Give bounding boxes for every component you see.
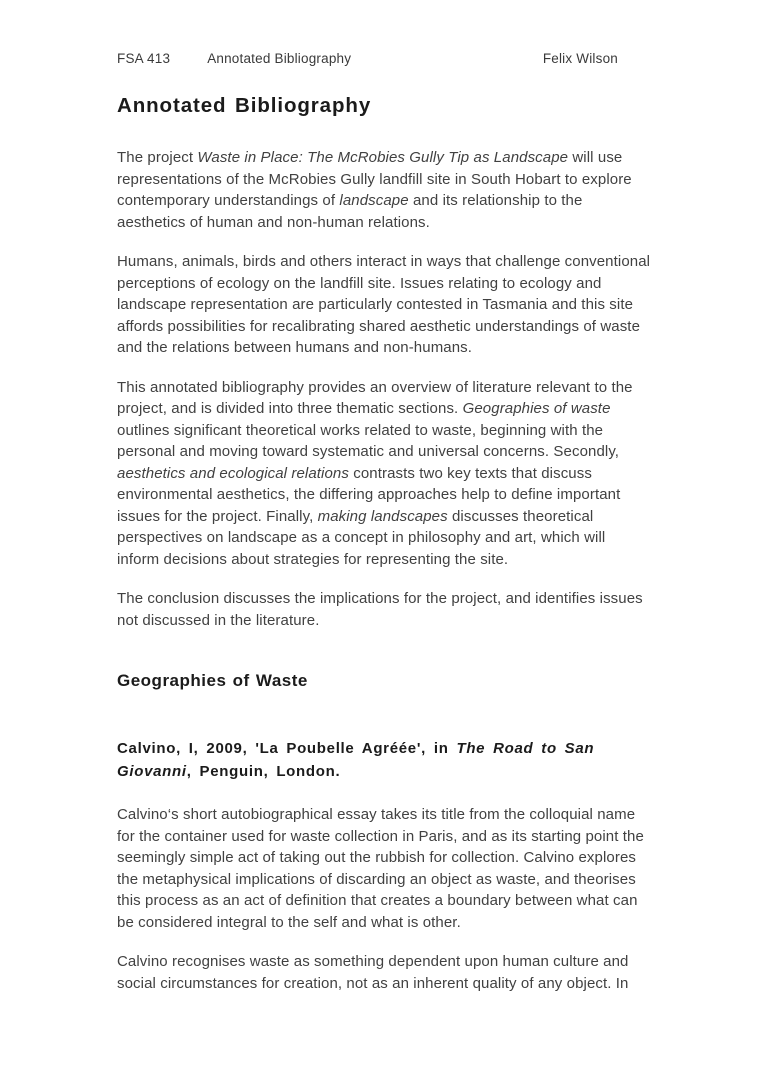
page-header (117, 50, 651, 67)
annotation-paragraph-1: Calvino‘s short autobiographical essay takes its title from the colloquial name for the container used for waste collection in Paris, and as its starting point the seemingly simple act of taking out the rubbish for collection. Calvino explores the metaphysical implications of discarding an object as waste, and theorises this process as an act of definition that creates a boundary between what can be considered integral to the self and what is other. (117, 806, 644, 931)
section-heading: Geographies of Waste (117, 671, 308, 690)
intro-paragraph-3: This annotated bibliography provides an overview of literature relevant to the project, and is divided into three thematic sections. Geographies of waste outlines significant theoretical works related to waste, beginning with the personal and moving toward systematic and universal concerns. Secondly, aesthetics and ecological relations contrasts two key texts that discuss environmental aesthetics, the differing approaches help to define important issues for the project. Finally, making landscapes discusses theoretical perspectives on landscape as a concept in philosophy and art, which will inform decisions about strategies for representing the site. (117, 378, 633, 568)
intro-paragraph-4: The conclusion discusses the implications for the project, and identifies issues not discussed in the literature. (117, 590, 643, 629)
header-author: Felix Wilson (542, 51, 618, 66)
intro-paragraph-2: Humans, animals, birds and others interact in ways that challenge conventional perceptions of ecology on the landfill site. Issues relating to ecology and landscape representation are particularly contested in Tasmania and this site affords possibilities for recalibrating shared aesthetic understandings of waste and the relations between humans and non-humans. (117, 253, 651, 356)
header-doc-type: Annotated Bibliography (207, 51, 352, 66)
citation: Calvino, I, 2009, 'La Poubelle Agréée', in The Road to San Giovanni, Penguin, London. (117, 740, 595, 780)
intro-paragraph-1: The project Waste in Place: The McRobies Gully Tip as Landscape will use representations of the McRobies Gully landfill site in South Hobart to explore contemporary understandings of landscape and its relationship to the aesthetics of human and non-human relations. (117, 149, 632, 231)
annotation-paragraph-2: Calvino recognises waste as something dependent upon human culture and social circumstances for creation, not as an inherent quality of any object. In (117, 953, 629, 992)
page-title: Annotated Bibliography (117, 94, 372, 117)
course-code: FSA 413 (117, 51, 171, 66)
